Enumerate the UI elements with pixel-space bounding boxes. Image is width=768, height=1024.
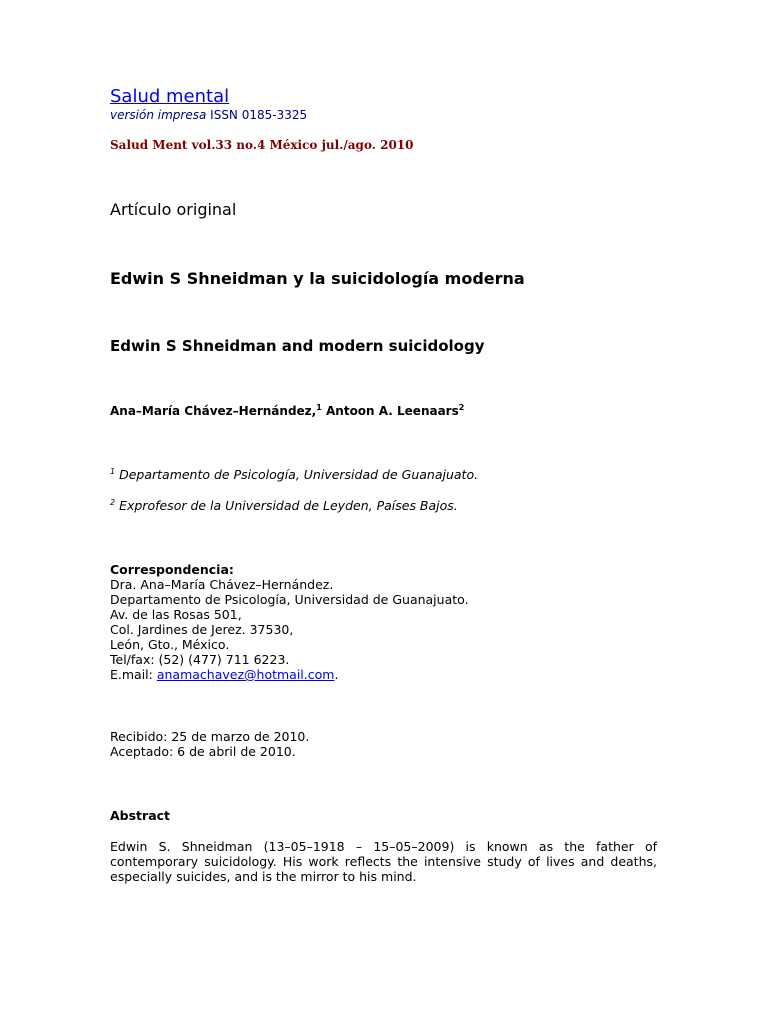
author-list [110, 403, 464, 418]
accepted-date: Aceptado: 6 de abril de 2010. [110, 744, 296, 759]
section-type: Artículo original [110, 200, 237, 219]
correspondence-street: Av. de las Rosas 501, [110, 607, 242, 622]
correspondence-email-line [110, 667, 469, 682]
author-name: Antoon A. Leenaars [326, 404, 459, 418]
journal-title-link[interactable]: Salud mental [110, 86, 230, 107]
issn-number: ISSN 0185-3325 [210, 108, 308, 122]
correspondence-block [110, 562, 469, 682]
correspondence-phone: Tel/fax: (52) (477) 711 6223. [110, 652, 290, 667]
affiliation-text: Exprofesor de la Universidad de Leyden, Países Bajos. [119, 498, 458, 513]
received-date: Recibido: 25 de marzo de 2010. [110, 729, 310, 744]
author-affiliation-marker: 2 [458, 403, 465, 412]
correspondence-city: León, Gto., México. [110, 637, 230, 652]
email-suffix: . [334, 667, 339, 682]
author-affiliation-marker: 1 [316, 403, 322, 412]
affiliation-marker: 2 [110, 498, 116, 507]
affiliation-2 [110, 498, 458, 513]
abstract-heading: Abstract [110, 808, 171, 823]
version-label: versión impresa [110, 108, 207, 122]
affiliation-text: Departamento de Psicología, Universidad de Guanajuato. [119, 467, 479, 482]
title-english: Edwin S Shneidman and modern suicidology [110, 337, 485, 355]
citation: Salud Ment vol.33 no.4 México jul./ago. 2010 [110, 138, 414, 152]
email-link[interactable]: anamachavez@hotmail.com [156, 667, 335, 682]
correspondence-name: Dra. Ana–María Chávez–Hernández. [110, 577, 334, 592]
correspondence-dept: Departamento de Psicología, Universidad de Guanajuato. [110, 592, 469, 607]
correspondence-colony: Col. Jardines de Jerez. 37530, [110, 622, 294, 637]
abstract-text: Edwin S. Shneidman (13–05–1918 – 15–05–2009) is known as the father of contemporary suicidology. His work reflects the intensive study of lives and deaths, especially suicides, and is the mirror to his mind. [110, 839, 657, 884]
issn-line [110, 108, 307, 122]
affiliation-marker: 1 [110, 467, 116, 476]
author-name: Ana–María Chávez–Hernández, [110, 404, 317, 418]
affiliation-1 [110, 467, 478, 482]
title-spanish: Edwin S Shneidman y la suicidología moderna [110, 269, 525, 288]
correspondence-heading: Correspondencia: [110, 562, 234, 577]
dates-block [110, 729, 309, 759]
email-label: E.mail: [110, 667, 157, 682]
